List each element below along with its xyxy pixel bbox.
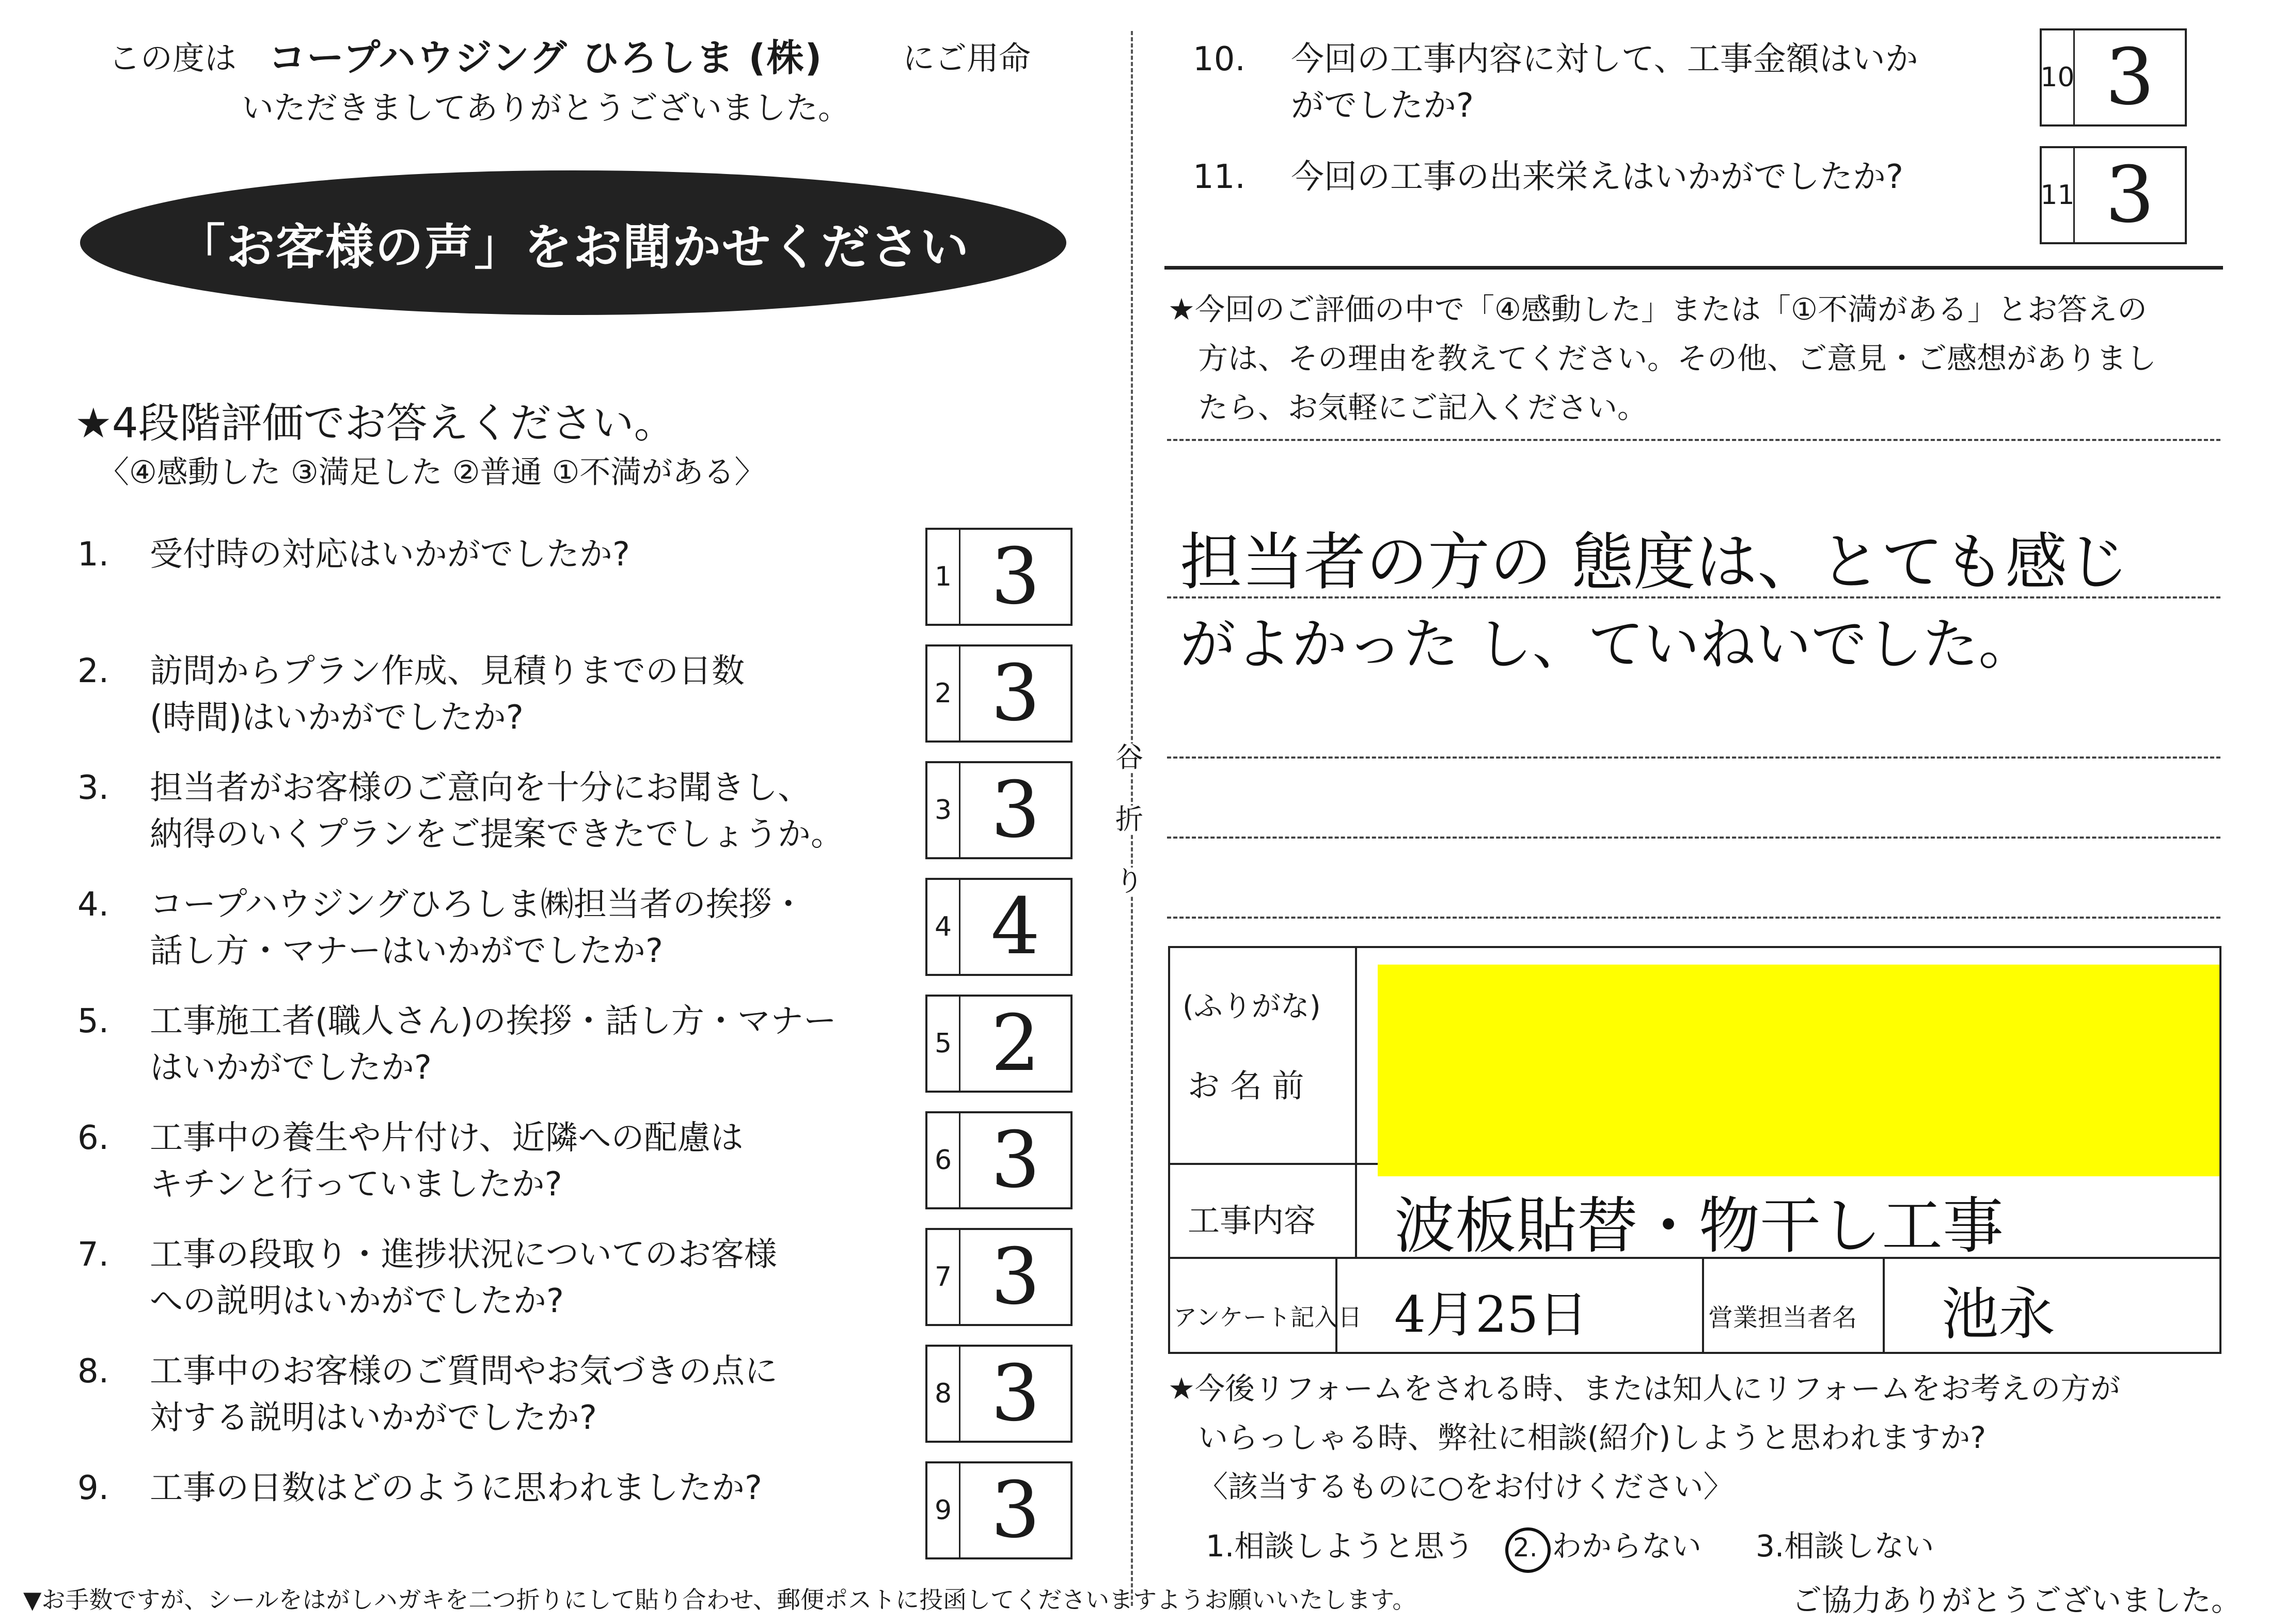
question-text: 工事の日数はどのように思われましたか? <box>150 1469 762 1507</box>
question-text: 納得のいくプランをご提案できたでしょうか。 <box>150 815 844 854</box>
answer-value: 2 <box>990 999 1041 1089</box>
answer-box <box>925 761 1073 859</box>
redacted-name <box>1378 965 2219 1176</box>
question-text: がでしたか? <box>1291 87 1474 125</box>
question-number: 5. <box>77 1002 109 1040</box>
sales-value: 池永 <box>1942 1281 2055 1347</box>
answer-value: 3 <box>990 649 1041 738</box>
referral-line-3: 〈該当するものに○をお付けください〉 <box>1198 1469 1733 1504</box>
question-text: 受付時の対応はいかがでしたか? <box>150 535 630 574</box>
work-label: 工事内容 <box>1188 1202 1316 1239</box>
question-text: 対する説明はいかがでしたか? <box>150 1399 597 1437</box>
answer-value: 3 <box>990 1465 1041 1555</box>
date-value: 4月25日 <box>1394 1286 1588 1344</box>
question-text: 工事中の養生や片付け、近隣への配慮は <box>150 1119 744 1157</box>
answer-box <box>925 1111 1073 1209</box>
handwritten-comment-2: がよかった し、ていねいでした。 <box>1180 612 2035 677</box>
answer-box-number: 8 <box>927 1347 960 1441</box>
answer-box <box>925 528 1073 626</box>
comment-prompt-3: たら、お気軽にご記入ください。 <box>1198 390 1648 425</box>
answer-box <box>2040 146 2187 244</box>
question-number: 11. <box>1193 158 1246 196</box>
answer-box <box>925 1345 1073 1443</box>
question-text: キチンと行っていましたか? <box>150 1165 562 1204</box>
comment-prompt-2: 方は、その理由を教えてください。その他、ご意見・ご感想がありまし <box>1198 341 2157 376</box>
question-number: 7. <box>77 1236 109 1274</box>
answer-box-number: 7 <box>927 1230 960 1324</box>
question-text: 工事の段取り・進捗状況についてのお客様 <box>150 1236 777 1274</box>
question-number: 1. <box>77 535 109 574</box>
answer-value: 4 <box>990 882 1041 972</box>
section-divider <box>1164 266 2223 270</box>
answer-box <box>925 878 1073 976</box>
referral-option-2-num: 2. <box>1513 1533 1538 1563</box>
question-number: 6. <box>77 1119 109 1157</box>
question-text: 訪問からプラン作成、見積りまでの日数 <box>150 652 745 690</box>
fold-label-3: り <box>1115 865 1143 897</box>
answer-value: 3 <box>990 1115 1041 1205</box>
furigana-label: (ふりがな) <box>1183 990 1321 1023</box>
intro-text-line2: いただきましてありがとうございました。 <box>242 89 850 127</box>
intro-text-a: この度は <box>108 39 237 77</box>
question-text: コープハウジングひろしま㈱担当者の挨拶・ <box>150 886 805 924</box>
answer-value: 3 <box>2105 150 2155 240</box>
question-text: 今回の工事の出来栄えはいかがでしたか? <box>1291 158 1903 196</box>
answer-box <box>925 995 1073 1093</box>
question-number: 2. <box>77 652 109 690</box>
sales-label: 営業担当者名 <box>1708 1303 1857 1332</box>
question-text: はいかがでしたか? <box>150 1049 432 1087</box>
question-text: 工事施工者(職人さん)の挨拶・話し方・マナー <box>150 1002 837 1040</box>
answer-box-number: 11 <box>2042 148 2075 242</box>
answer-value: 3 <box>990 1232 1041 1322</box>
answer-box <box>2040 28 2187 127</box>
answer-box-number: 3 <box>927 763 960 857</box>
question-text: への説明はいかがでしたか? <box>150 1282 564 1320</box>
footer-instructions: ▼お手数ですが、シールをはがしハガキを二つ折りにして貼り合わせ、郵便ポストに投函してくださいますようお願いいたします。 <box>23 1586 1416 1614</box>
comment-line-4 <box>1167 837 2220 839</box>
answer-box <box>925 1461 1073 1559</box>
answer-box-number: 2 <box>927 647 960 740</box>
answer-box-number: 6 <box>927 1113 960 1207</box>
work-value: 波板貼替・物干し工事 <box>1394 1190 2004 1262</box>
question-text: 今回の工事内容に対して、工事金額はいか <box>1291 40 1918 78</box>
title-banner <box>80 170 1066 315</box>
comment-line-5 <box>1167 917 2220 919</box>
question-text: 話し方・マナーはいかがでしたか? <box>150 932 663 970</box>
footer-thanks: ご協力ありがとうございました。 <box>1792 1583 2242 1618</box>
answer-box-number: 4 <box>927 880 960 974</box>
answer-value: 3 <box>990 532 1041 622</box>
fold-label-2: 折 <box>1115 803 1143 835</box>
answer-value: 3 <box>990 765 1041 855</box>
answer-box-number: 10 <box>2042 30 2075 124</box>
question-number: 3. <box>77 769 109 807</box>
question-number: 9. <box>77 1469 109 1507</box>
banner-title: 「お客様の声」をお聞かせください <box>176 219 970 276</box>
referral-option-2: わからない <box>1552 1528 1702 1564</box>
answer-box <box>925 1228 1073 1326</box>
referral-line-1: ★今後リフォームをされる時、または知人にリフォームをお考えの方が <box>1168 1371 2121 1406</box>
referral-option-3: 3.相談しない <box>1756 1528 1934 1564</box>
question-number: 10. <box>1193 40 1246 78</box>
referral-option-1: 1.相談しようと思う <box>1206 1528 1474 1564</box>
company-logo: コープハウジング ひろしま (株) <box>269 36 823 80</box>
answer-box-number: 5 <box>927 997 960 1091</box>
question-number: 8. <box>77 1352 109 1391</box>
comment-line-3 <box>1167 756 2220 759</box>
answer-box-number: 9 <box>927 1463 960 1557</box>
date-label: アンケート記入日 <box>1173 1303 1362 1331</box>
comment-line-1 <box>1167 439 2220 441</box>
intro-text-b: にご用命 <box>903 39 1031 77</box>
referral-line-2: いらっしゃる時、弊社に相談(紹介)しようと思われますか? <box>1198 1420 1987 1455</box>
answer-value: 3 <box>2105 33 2155 122</box>
fold-label-1: 谷 <box>1115 741 1143 774</box>
rating-heading: ★4段階評価でお答えください。 <box>75 399 675 447</box>
answer-box <box>925 644 1073 743</box>
answer-value: 3 <box>990 1349 1041 1439</box>
question-text: 工事中のお客様のご質問やお気づきの点に <box>150 1352 778 1391</box>
name-label: お 名 前 <box>1188 1067 1304 1105</box>
answer-box-number: 1 <box>927 530 960 624</box>
handwritten-comment-1: 担当者の方の 態度は、とても感じ <box>1180 527 2130 598</box>
comment-prompt-1: ★今回のご評価の中で「④感動した」または「①不満がある」とお答えの <box>1168 292 2147 327</box>
rating-legend: 〈④感動した ③満足した ②普通 ①不満がある〉 <box>98 454 766 491</box>
question-text: (時間)はいかがでしたか? <box>150 699 524 737</box>
question-number: 4. <box>77 886 109 924</box>
question-text: 担当者がお客様のご意向を十分にお聞きし、 <box>150 769 811 807</box>
